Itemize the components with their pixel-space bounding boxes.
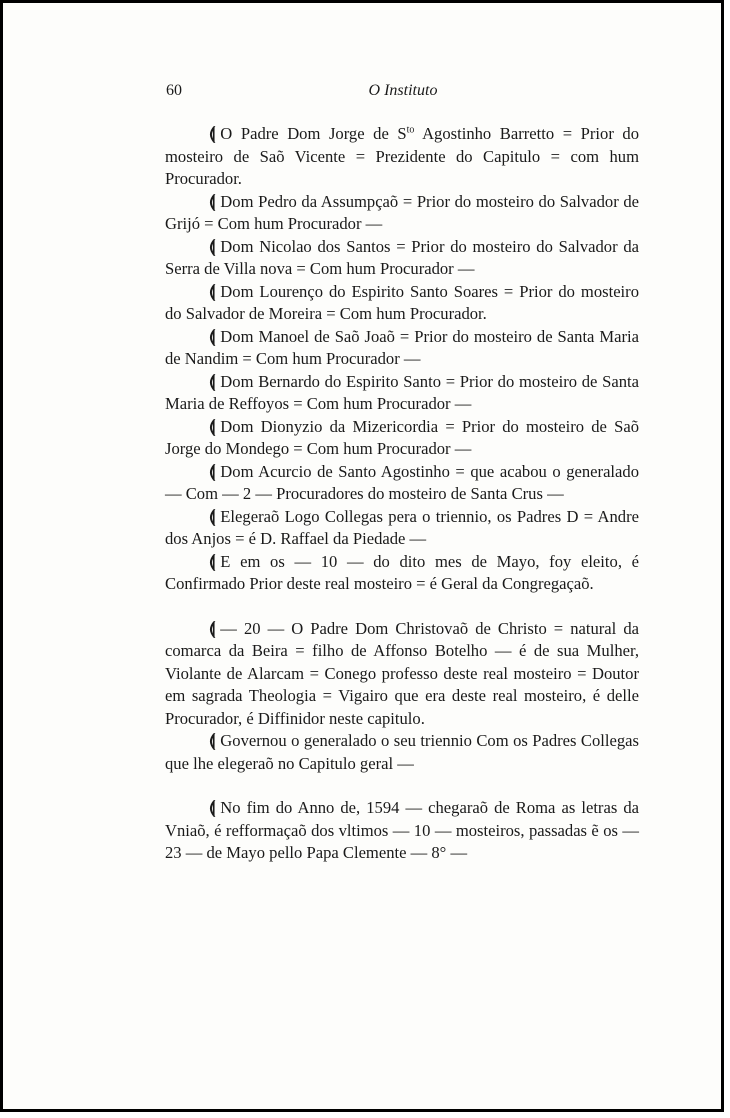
pilcrow-icon: ⟬ [209, 191, 215, 211]
paragraph: ⟬ Governou o generalado o seu triennio Com os Padres Collegas que lhe elegeraõ no Capitulo geral — [165, 731, 639, 773]
pilcrow-icon: ⟬ [209, 461, 215, 481]
paragraph: ⟬ Elegeraõ Logo Collegas pera o triennio, os Padres D = Andre dos Anjos = é D. Raffael da Piedade — [165, 506, 639, 548]
pilcrow-icon: ⟬ [209, 326, 215, 346]
pilcrow-icon: ⟬ [209, 236, 215, 256]
paragraph: ⟬ O Padre Dom Jorge de $S^{to}$ Agostinho Barretto = Prior do mosteiro de Saõ Vicente = Prezidente do Capitulo = com hum Procurador. [165, 124, 640, 188]
pilcrow-icon: ⟬ [209, 506, 215, 526]
paragraph: ⟬ Dom Nicolao dos Santos = Prior do mosteiro do Salvador da Serra de Villa nova = Com hum Procurador — [165, 236, 639, 278]
pilcrow-icon: ⟬ [209, 371, 215, 391]
pilcrow-icon: ⟬ [209, 618, 215, 638]
pilcrow-icon: ⟬ [209, 731, 215, 750]
paragraph: ⟬ Dom Bernardo do Espirito Santo = Prior do mosteiro de Santa Maria de Reffoyos = Com hum Procurador — [165, 371, 639, 413]
paragraph: ⟬ Dom Pedro da Assumpçaõ = Prior do mosteiro do Salvador de Grijó = Com hum Procurador — [165, 191, 639, 233]
pilcrow-icon: ⟬ [209, 124, 215, 143]
page-header [166, 82, 640, 106]
pilcrow-icon: ⟬ [209, 416, 215, 436]
paragraph: ⟬ E em os — 10 — do dito mes de Mayo, foy eleito, é Confirmado Prior deste real mosteiro = é Geral da Congregaçaõ. [165, 551, 639, 593]
body-text [165, 123, 639, 865]
paragraph: ⟬ Dom Manoel de Saõ Joaõ = Prior do mosteiro de Santa Maria de Nandim = Com hum Procurador — [165, 326, 639, 368]
pilcrow-icon: ⟬ [209, 551, 215, 571]
pilcrow-icon: ⟬ [209, 281, 215, 301]
paragraph: ⟬ — 20 — O Padre Dom Christovaõ de Christo = natural da comarca da Beira = filho de Affonso Botelho — é de sua Mulher, Violante de Alarcam = Conego professo deste real mosteiro = Doutor em sagrada Theologia = Vigairo que era deste real mosteiro, é delle Procurador, é Diffinidor neste capitulo. [165, 618, 639, 728]
paragraph: ⟬ Dom Lourenço do Espirito Santo Soares = Prior do mosteiro do Salvador de Moreira = Com hum Procurador. [165, 281, 639, 323]
running-title: O Instituto [368, 82, 438, 99]
paragraph: ⟬ Dom Dionyzio da Mizericordia = Prior do mosteiro de Saõ Jorge do Mondego = Com hum Procurador — [165, 416, 639, 458]
page-number: 60 [166, 82, 182, 99]
paragraph: ⟬ Dom Acurcio de Santo Agostinho = que acabou o generalado — Com — 2 — Procuradores do mosteiro de Santa Crus — [165, 461, 639, 503]
pilcrow-icon: ⟬ [209, 798, 215, 817]
paragraph: ⟬ No fim do Anno de, 1594 — chegaraõ de Roma as letras da Vniaõ, é refformaçaõ dos vltimos — 10 — mosteiros, passadas ẽ os — 23 — de Mayo pello Papa Clemente — 8° — [165, 798, 639, 862]
